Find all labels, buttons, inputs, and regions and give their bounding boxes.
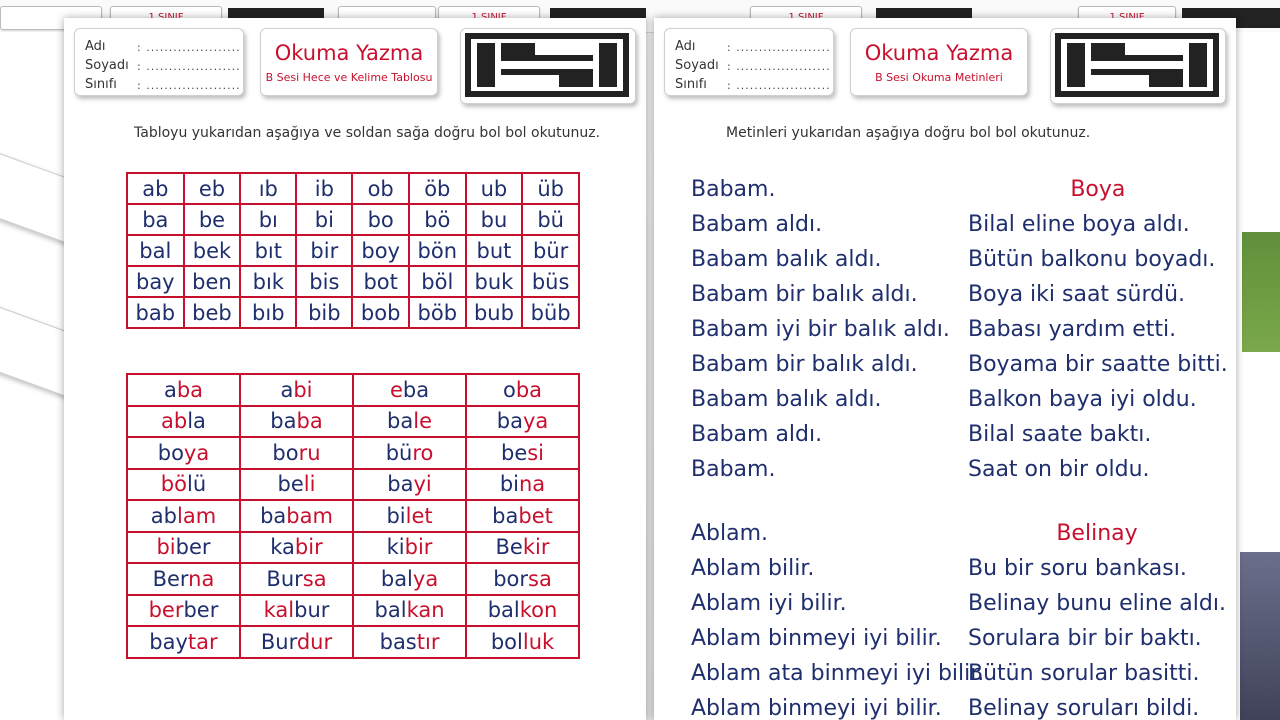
brand-logo — [1050, 28, 1226, 104]
word-cell — [240, 374, 353, 406]
syllable-cell: bön — [409, 235, 466, 266]
surname-field[interactable]: : ..................... — [727, 60, 831, 73]
table-row — [127, 532, 579, 564]
reading-line: Babası yardım etti. — [968, 317, 1177, 342]
syllable-part: tır — [416, 629, 440, 654]
syllable-cell: büb — [522, 297, 579, 328]
syllable-part: kir — [522, 535, 550, 560]
syllable-part: ba — [387, 472, 414, 497]
reading-line: Sorulara bir bir baktı. — [968, 626, 1202, 651]
word-cell — [353, 500, 466, 532]
reading-column-1 — [691, 172, 950, 487]
syllable-part: na — [188, 566, 215, 591]
left-background-pages — [0, 32, 70, 720]
reading-line: Balkon baya iyi oldu. — [968, 387, 1197, 412]
syllable-cell: üb — [522, 173, 579, 204]
syllable-part: a — [163, 377, 177, 402]
table-row — [127, 204, 579, 235]
word-cell — [466, 500, 579, 532]
word-cell — [240, 437, 353, 469]
table-row — [127, 235, 579, 266]
syllable-cell: bo — [352, 204, 409, 235]
syllable-part: ba — [496, 409, 523, 434]
syllable-part: bay — [149, 629, 188, 654]
brand-logo — [460, 28, 636, 104]
syllable-cell: bot — [352, 266, 409, 297]
word-cell — [466, 437, 579, 469]
syllable-part: ab — [161, 409, 188, 434]
syllable-part: Bur — [260, 629, 297, 654]
syllable-part: Ber — [152, 566, 189, 591]
syllable-part: ab — [150, 503, 177, 528]
surname-label: Soyadı — [675, 58, 719, 73]
story-boya — [968, 172, 1228, 487]
word-cell — [127, 374, 240, 406]
name-label: Adı — [85, 39, 106, 54]
syllable-part: sa — [528, 566, 552, 591]
syllable-cell: bık — [240, 266, 296, 297]
right-background-pages — [1234, 32, 1280, 720]
syllable-cell: bay — [127, 266, 184, 297]
syllable-table — [126, 172, 580, 329]
word-cell — [353, 437, 466, 469]
word-cell — [240, 469, 353, 501]
syllable-cell: bı — [240, 204, 296, 235]
syllable-part: bol — [490, 629, 523, 654]
syllable-cell: bub — [466, 297, 523, 328]
syllable-cell: beb — [184, 297, 241, 328]
syllable-cell: ba — [127, 204, 184, 235]
word-cell — [127, 406, 240, 438]
table-row — [127, 563, 579, 595]
syllable-cell: ob — [352, 173, 409, 204]
reading-line: Bütün sorular basitti. — [968, 661, 1200, 686]
word-cell — [466, 563, 579, 595]
syllable-cell: bek — [184, 235, 241, 266]
story-title: Boya — [1070, 177, 1126, 202]
syllable-cell: bö — [409, 204, 466, 235]
syllable-part: Bur — [266, 566, 303, 591]
syllable-cell: ub — [466, 173, 523, 204]
syllable-part: ki — [386, 535, 405, 560]
syllable-cell: boy — [352, 235, 409, 266]
word-cell — [353, 374, 466, 406]
syllable-part: bal — [374, 598, 407, 623]
syllable-part: la — [187, 409, 206, 434]
reading-line: Bütün balkonu boyadı. — [968, 247, 1216, 272]
syllable-cell: eb — [184, 173, 241, 204]
syllable-cell: büs — [522, 266, 579, 297]
scattered-page — [0, 148, 70, 258]
reading-line: Ablam bilir. — [691, 556, 815, 581]
reading-line: Babam iyi bir balık aldı. — [691, 317, 950, 342]
syllable-cell: bıt — [240, 235, 296, 266]
student-info-box — [74, 28, 244, 96]
reading-line: Boya iki saat sürdü. — [968, 282, 1186, 307]
syllable-part: ber — [148, 598, 184, 623]
table-row — [127, 266, 579, 297]
instruction-text: Tabloyu yukarıdan aşağıya ve soldan sağa doğru bol bol okutunuz. — [134, 125, 601, 141]
syllable-part: bi — [386, 503, 406, 528]
syllable-part: ba — [296, 409, 323, 434]
name-label: Adı — [675, 39, 696, 54]
table-row — [127, 374, 579, 406]
syllable-part: bam — [286, 503, 333, 528]
reading-line: Bilal saate baktı. — [968, 422, 1152, 447]
syllable-cell: ab — [127, 173, 184, 204]
syllable-part: yi — [413, 472, 432, 497]
syllable-part: na — [519, 472, 546, 497]
title-box — [850, 28, 1028, 96]
syllable-part: bas — [379, 629, 417, 654]
story-title: Belinay — [1056, 521, 1138, 546]
class-field[interactable]: : ..................... — [137, 79, 241, 92]
syllable-part: dur — [296, 629, 333, 654]
syllable-cell: bıb — [240, 297, 296, 328]
syllable-cell: böl — [409, 266, 466, 297]
reading-line: Babam. — [691, 177, 776, 202]
syllable-part: lü — [186, 472, 207, 497]
reading-line: Babam balık aldı. — [691, 387, 882, 412]
worksheet-title: Okuma Yazma — [274, 41, 424, 65]
surname-label: Soyadı — [85, 58, 129, 73]
word-cell — [240, 626, 353, 658]
surname-field[interactable]: : ..................... — [137, 60, 241, 73]
worksheet-subtitle: B Sesi Hece ve Kelime Tablosu — [265, 71, 433, 84]
word-cell — [466, 406, 579, 438]
syllable-part: be — [277, 472, 304, 497]
syllable-part: ru — [298, 440, 321, 465]
syllable-part: bo — [272, 440, 299, 465]
word-cell — [466, 626, 579, 658]
syllable-part: bi — [156, 535, 176, 560]
reading-line: Ablam binmeyi iyi bilir. — [691, 696, 942, 720]
syllable-part: bi — [293, 377, 313, 402]
syllable-cell: but — [466, 235, 523, 266]
syllable-part: bet — [518, 503, 553, 528]
table-row — [127, 626, 579, 658]
table-row — [127, 469, 579, 501]
reading-line: Saat on bir oldu. — [968, 457, 1150, 482]
syllable-cell: bu — [466, 204, 523, 235]
reading-line: Babam aldı. — [691, 212, 823, 237]
word-cell — [127, 500, 240, 532]
class-label: Sınıfı — [85, 77, 117, 92]
reading-line: Babam aldı. — [691, 422, 823, 447]
worksheet-right — [654, 18, 1236, 720]
syllable-part: bü — [385, 440, 413, 465]
table-row — [127, 500, 579, 532]
reading-line: Bilal eline boya aldı. — [968, 212, 1190, 237]
reading-line: Babam balık aldı. — [691, 247, 882, 272]
syllable-cell: bi — [296, 204, 352, 235]
reading-line: Bu bir soru bankası. — [968, 556, 1187, 581]
syllable-part: bal — [487, 598, 520, 623]
reading-line: Boyama bir saatte bitti. — [968, 352, 1228, 377]
syllable-part: e — [389, 377, 403, 402]
syllable-part: kal — [263, 598, 295, 623]
syllable-cell: bib — [296, 297, 352, 328]
syllable-cell: buk — [466, 266, 523, 297]
syllable-cell: öb — [409, 173, 466, 204]
syllable-part: ba — [402, 377, 430, 402]
story-belinay — [968, 516, 1226, 720]
word-cell — [466, 595, 579, 627]
syllable-cell: ib — [296, 173, 352, 204]
syllable-part: ber — [183, 598, 219, 623]
syllable-part: ro — [412, 440, 434, 465]
reading-column-1b — [691, 516, 984, 720]
syllable-cell: bür — [522, 235, 579, 266]
syllable-part: ber — [175, 535, 211, 560]
syllable-part: kon — [519, 598, 558, 623]
word-cell — [466, 469, 579, 501]
syllable-part: ya — [412, 566, 439, 591]
syllable-part: ba — [270, 409, 297, 434]
name-field[interactable]: : ..................... — [727, 41, 831, 54]
word-cell — [466, 374, 579, 406]
word-cell — [353, 626, 466, 658]
syllable-part: lam — [176, 503, 217, 528]
reading-line: Ablam. — [691, 521, 769, 546]
word-cell — [240, 595, 353, 627]
word-cell — [240, 500, 353, 532]
reading-line: Belinay bunu eline aldı. — [968, 591, 1226, 616]
syllable-part: tar — [187, 629, 218, 654]
word-cell — [127, 532, 240, 564]
reading-line: Babam. — [691, 457, 776, 482]
reading-line: Babam bir balık aldı. — [691, 282, 918, 307]
syllable-part: ka — [270, 535, 295, 560]
syllable-part: ya — [522, 409, 549, 434]
syllable-part: kan — [406, 598, 445, 623]
syllable-part: Be — [495, 535, 523, 560]
word-cell — [353, 532, 466, 564]
worksheet-subtitle: B Sesi Okuma Metinleri — [875, 71, 1003, 84]
word-cell — [353, 595, 466, 627]
syllable-part: ba — [387, 409, 414, 434]
class-label: Sınıfı — [675, 77, 707, 92]
table-row — [127, 173, 579, 204]
word-cell — [127, 469, 240, 501]
syllable-part: let — [405, 503, 433, 528]
table-row — [127, 297, 579, 328]
student-info-box — [664, 28, 834, 96]
table-row — [127, 437, 579, 469]
worksheet-left — [64, 18, 646, 720]
word-cell — [240, 406, 353, 438]
word-cell — [127, 437, 240, 469]
syllable-part: ba — [492, 503, 519, 528]
syllable-part: ba — [260, 503, 287, 528]
syllable-part: li — [303, 472, 316, 497]
syllable-cell: ıb — [240, 173, 296, 204]
name-field[interactable]: : ..................... — [137, 41, 241, 54]
syllable-part: be — [500, 440, 528, 465]
reading-line: Belinay soruları bildi. — [968, 696, 1200, 720]
syllable-part: ba — [515, 377, 543, 402]
syllable-part: si — [527, 440, 545, 465]
syllable-cell: bab — [127, 297, 184, 328]
syllable-part: bö — [160, 472, 187, 497]
title-box — [260, 28, 438, 96]
syllable-part: bi — [499, 472, 519, 497]
syllable-part: bo — [157, 440, 184, 465]
syllable-cell: bob — [352, 297, 409, 328]
class-field[interactable]: : ..................... — [727, 79, 831, 92]
scattered-page — [0, 298, 70, 408]
word-cell — [127, 595, 240, 627]
syllable-cell: bir — [296, 235, 352, 266]
table-row — [127, 595, 579, 627]
syllable-cell: bal — [127, 235, 184, 266]
syllable-part: bir — [404, 535, 433, 560]
syllable-part: bir — [294, 535, 323, 560]
word-cell — [353, 563, 466, 595]
word-cell — [240, 532, 353, 564]
reading-line: Ablam binmeyi iyi bilir. — [691, 626, 942, 651]
word-cell — [240, 563, 353, 595]
word-cell — [466, 532, 579, 564]
syllable-cell: bü — [522, 204, 579, 235]
syllable-part: sa — [302, 566, 327, 591]
instruction-text: Metinleri yukarıdan aşağıya doğru bol bol okutunuz. — [726, 125, 1091, 141]
syllable-part: o — [502, 377, 516, 402]
word-cell — [353, 406, 466, 438]
word-cell — [127, 563, 240, 595]
word-table — [126, 373, 580, 659]
reading-line: Ablam ata binmeyi iyi bilir. — [691, 661, 985, 686]
syllable-part: a — [280, 377, 294, 402]
syllable-part: le — [413, 409, 433, 434]
syllable-part: bal — [380, 566, 413, 591]
syllable-part: ba — [176, 377, 204, 402]
syllable-part: bor — [493, 566, 528, 591]
table-row — [127, 406, 579, 438]
word-cell — [127, 626, 240, 658]
syllable-cell: ben — [184, 266, 241, 297]
photo-fragment — [1240, 552, 1280, 720]
syllable-part: ya — [183, 440, 210, 465]
syllable-cell: bis — [296, 266, 352, 297]
photo-fragment — [1242, 232, 1280, 352]
syllable-cell: be — [184, 204, 241, 235]
syllable-cell: böb — [409, 297, 466, 328]
reading-line: Babam bir balık aldı. — [691, 352, 918, 377]
word-cell — [353, 469, 466, 501]
syllable-part: luk — [522, 629, 555, 654]
worksheet-title: Okuma Yazma — [864, 41, 1014, 65]
syllable-part: bur — [294, 598, 330, 623]
reading-line: Ablam iyi bilir. — [691, 591, 847, 616]
